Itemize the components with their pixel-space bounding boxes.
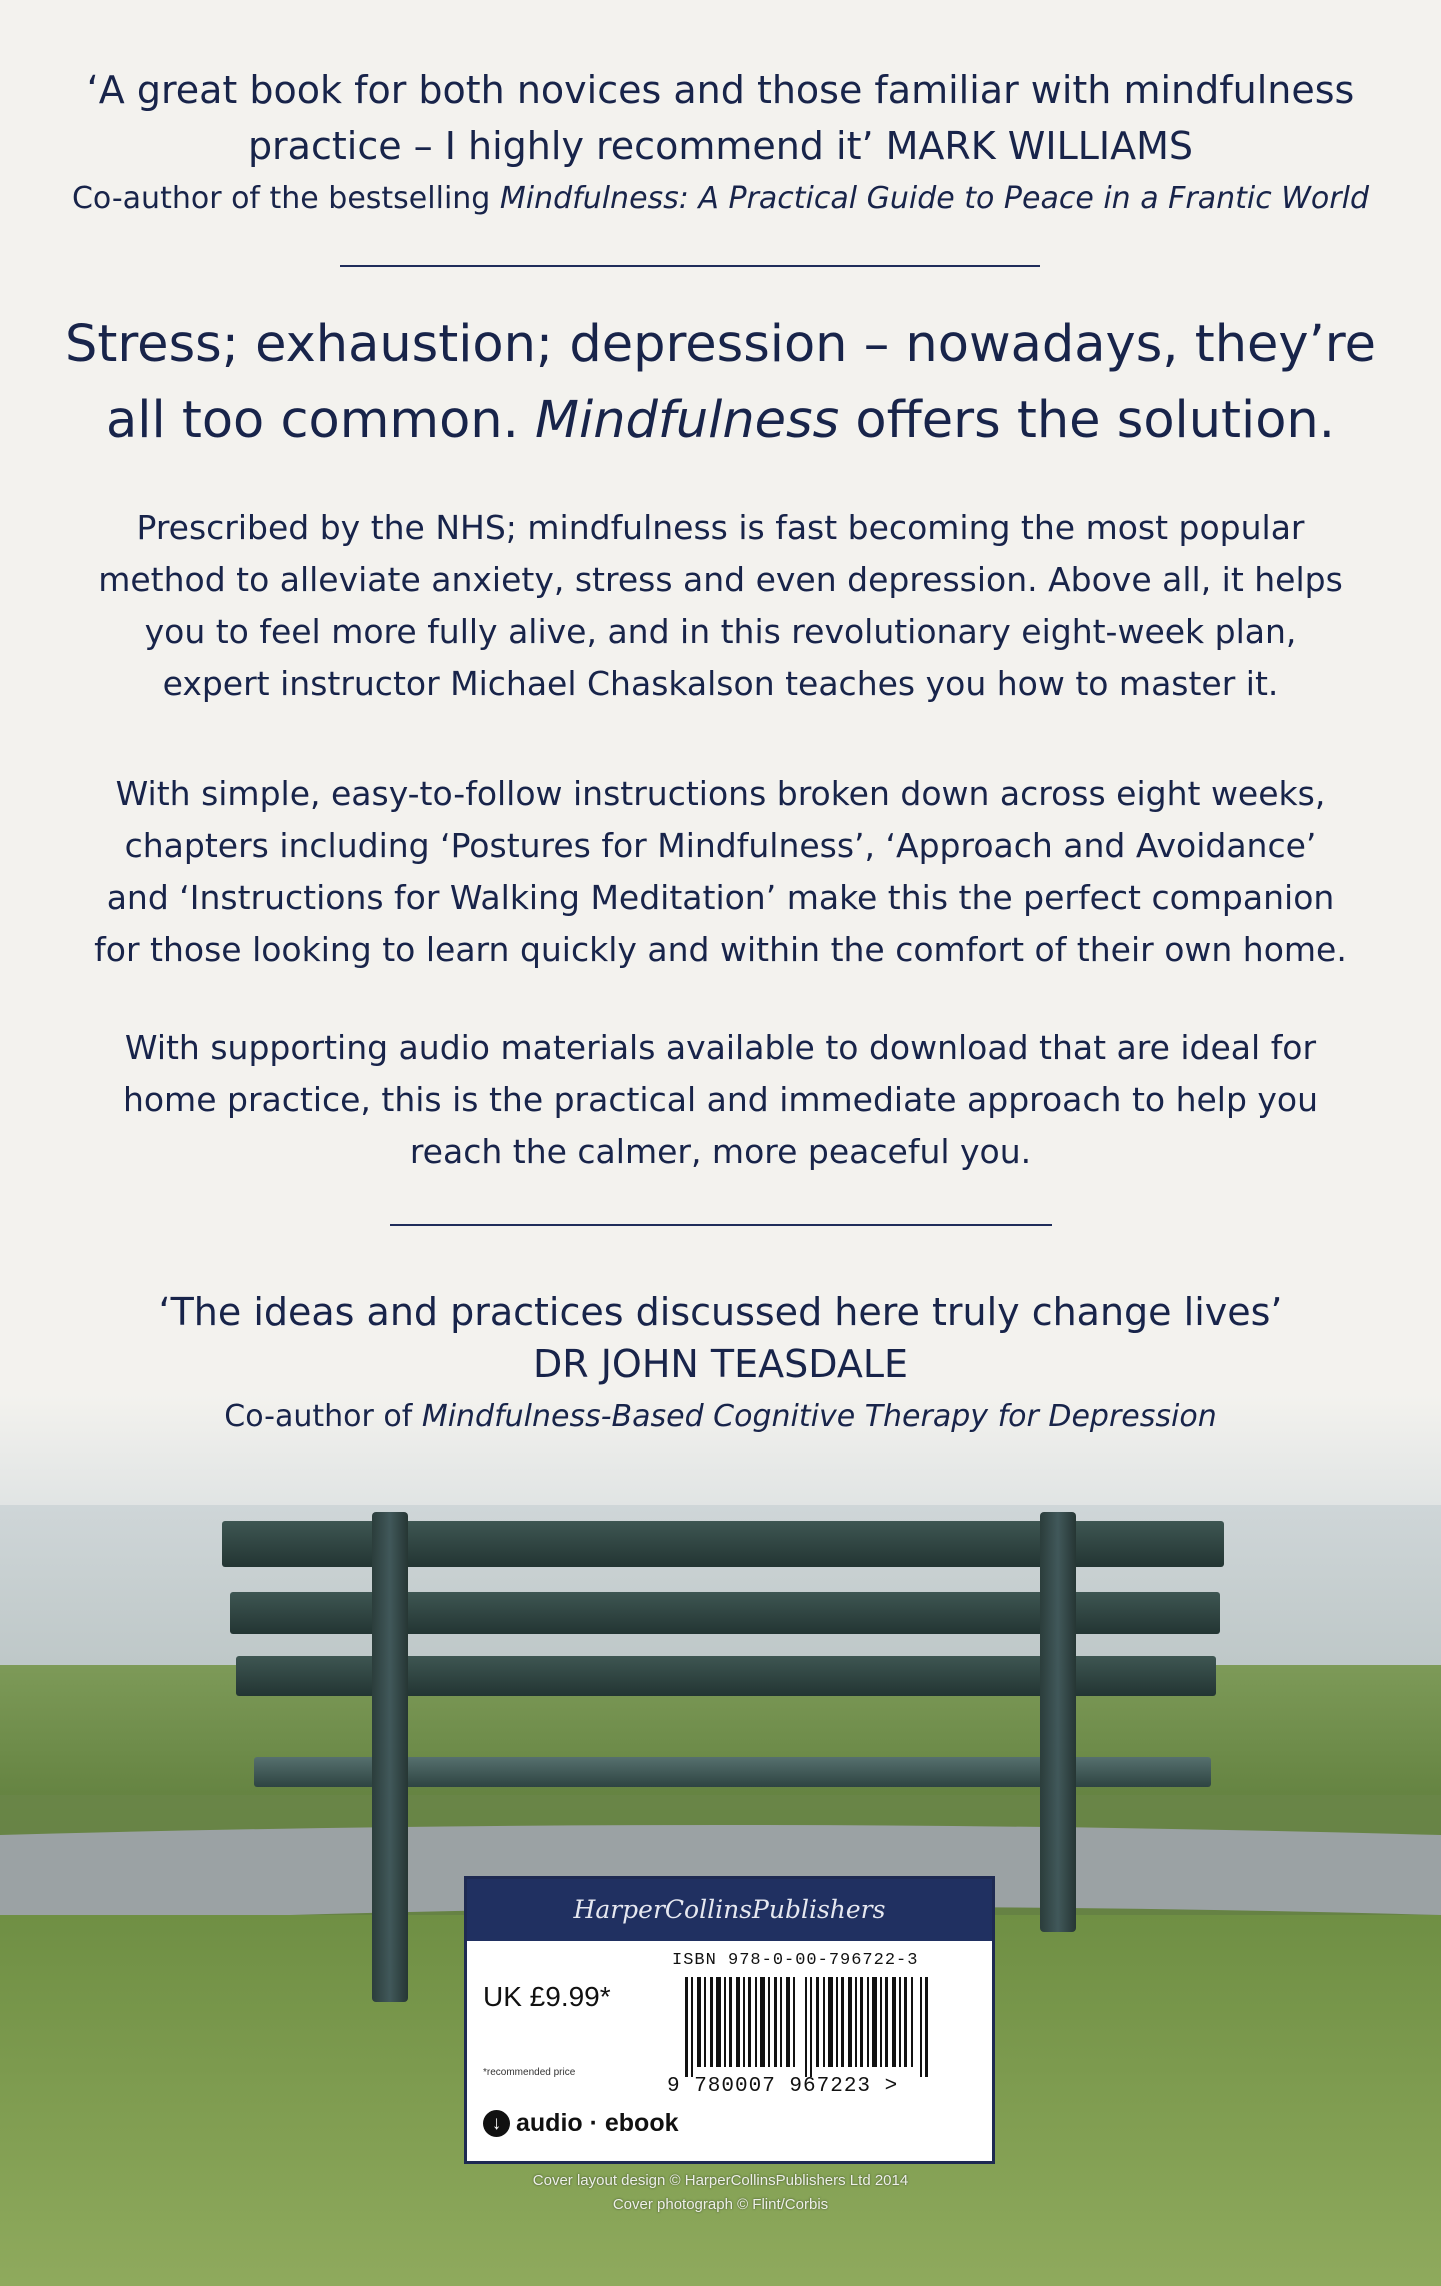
publisher-name: HarperCollins (573, 1895, 753, 1924)
headline-book-title: Mindfulness (535, 391, 840, 450)
credit-cover-photograph: Cover photograph © Flint/Corbis (612, 2196, 829, 2213)
quote-attribution-williams (0, 176, 1441, 222)
paragraph2-line4: for those looking to learn quickly and within the comfort of their own home. (94, 930, 1347, 969)
isbn-text: ISBN 978-0-00-796722-3 (672, 1951, 919, 1970)
paragraph2-line3: and ‘Instructions for Walking Meditation’ make this the perfect companion (106, 878, 1335, 917)
headline-line2-prefix: all too common. (106, 391, 536, 450)
paragraph1-line4: expert instructor Michael Chaskalson teaches you how to master it. (162, 664, 1279, 703)
download-icon: ↓ (483, 2110, 510, 2137)
quote-teasdale-name: DR JOHN TEASDALE (532, 1342, 909, 1386)
formats (483, 2109, 679, 2138)
formats-text: audio · ebook (516, 2109, 679, 2137)
paragraph3-line1: With supporting audio materials available to download that are ideal for (124, 1028, 1317, 1067)
barcode-number: 9 780007 967223 > (667, 2075, 899, 2098)
paragraph1-line3: you to feel more fully alive, and in this revolutionary eight-week plan, (144, 612, 1297, 651)
paragraph2-line2: chapters including ‘Postures for Mindfulness’, ‘Approach and Avoidance’ (124, 826, 1317, 865)
headline-line2 (0, 384, 1441, 458)
headline-line1: Stress; exhaustion; depression – nowadays, they’re (64, 315, 1377, 374)
barcode (685, 1977, 931, 2077)
headline-line2-suffix: offers the solution. (839, 391, 1335, 450)
credit-cover-design: Cover layout design © HarperCollinsPublishers Ltd 2014 (532, 2172, 909, 2189)
paragraph1-line1: Prescribed by the NHS; mindfulness is fast becoming the most popular (136, 508, 1305, 547)
quote-mark-williams-line2: practice – I highly recommend it’ MARK WILLIAMS (247, 124, 1194, 168)
attribution-book-title: Mindfulness-Based Cognitive Therapy for Depression (421, 1399, 1217, 1434)
bench-leg-left (372, 1512, 408, 2002)
publisher-band (467, 1879, 992, 1941)
quote-attribution-teasdale (0, 1394, 1441, 1440)
quote-mark-williams-line1: ‘A great book for both novices and those familiar with mindfulness (86, 68, 1355, 112)
divider-bottom (390, 1224, 1052, 1226)
price: UK £9.99* (483, 1981, 611, 2012)
paragraph2-line1: With simple, easy-to-follow instructions broken down across eight weeks, (115, 774, 1326, 813)
paragraph3-line2: home practice, this is the practical and immediate approach to help you (122, 1080, 1319, 1119)
price-barcode-label (464, 1876, 995, 2164)
attribution-prefix: Co-author of the bestselling (71, 181, 500, 216)
recommended-price-note: *recommended price (483, 2067, 576, 2078)
paragraph1-line2: method to alleviate anxiety, stress and even depression. Above all, it helps (98, 560, 1343, 599)
divider-top (340, 265, 1040, 267)
attribution-prefix: Co-author of (224, 1399, 422, 1434)
attribution-book-title: Mindfulness: A Practical Guide to Peace in a Frantic World (499, 181, 1369, 216)
bench-leg-right (1040, 1512, 1076, 1932)
paragraph3-line3: reach the calmer, more peaceful you. (409, 1132, 1032, 1171)
quote-teasdale-line1: ‘The ideas and practices discussed here truly change lives’ (158, 1290, 1283, 1334)
publisher-name-italic: Publishers (752, 1895, 886, 1924)
